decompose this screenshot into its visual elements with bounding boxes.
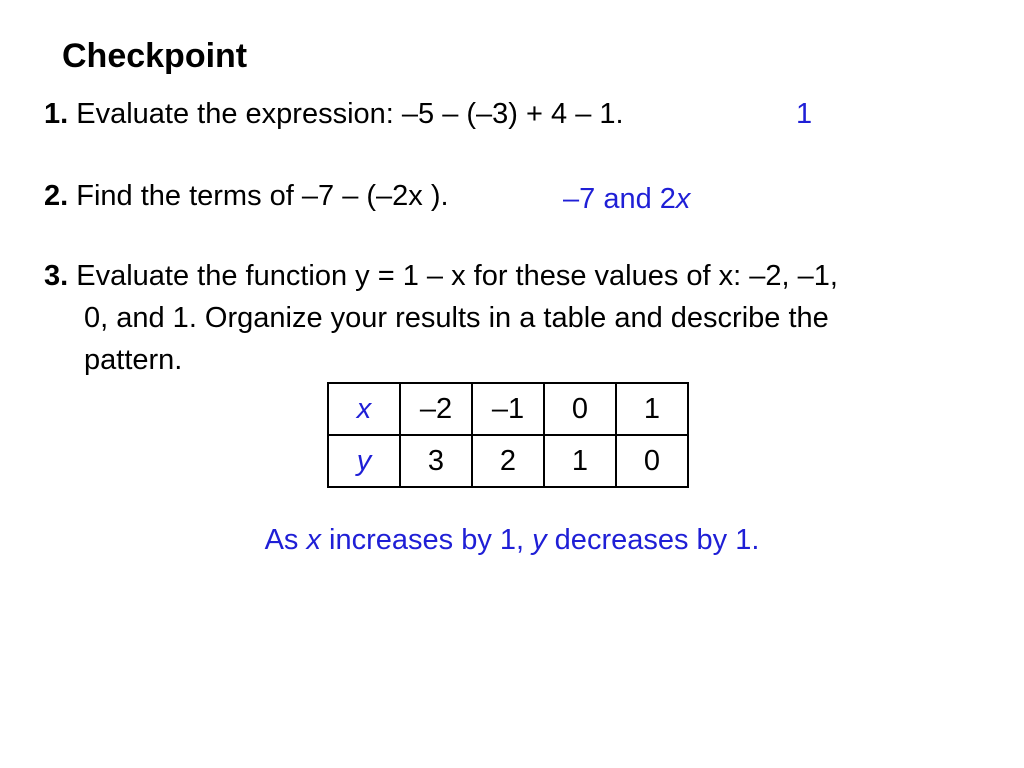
pattern-answer	[0, 520, 1024, 560]
answer-text: –7 and 2	[563, 183, 676, 215]
question-3	[44, 255, 838, 381]
question-number: 2.	[44, 180, 69, 212]
pattern-variable: x	[306, 524, 321, 556]
question-line	[44, 255, 838, 297]
table-cell: 0	[616, 435, 688, 487]
page-title: Checkpoint	[62, 37, 248, 75]
function-table	[327, 382, 689, 488]
table-cell: –2	[400, 383, 472, 435]
question-1	[44, 94, 624, 134]
question-text: Evaluate the expression: –5 – (–3) + 4 – 1.	[76, 98, 624, 130]
table-cell: 3	[400, 435, 472, 487]
answer-1: 1	[796, 98, 813, 130]
table-row-x	[328, 383, 688, 435]
question-number: 3.	[44, 260, 69, 292]
pattern-text: As	[264, 524, 307, 556]
pattern-text: decreases by 1.	[546, 524, 760, 556]
table-cell: 1	[616, 383, 688, 435]
table-cell: 0	[544, 383, 616, 435]
table-cell: 1	[544, 435, 616, 487]
pattern-variable: y	[532, 524, 547, 556]
question-line: pattern.	[84, 344, 183, 376]
question-text: Evaluate the function y = 1 – x for these values of x: –2, –1,	[76, 260, 838, 292]
table-cell: 2	[472, 435, 544, 487]
question-line: 0, and 1. Organize your results in a table and describe the	[84, 302, 829, 334]
answer-variable: x	[675, 183, 691, 215]
question-number: 1.	[44, 98, 69, 130]
pattern-text: increases by 1,	[320, 524, 533, 556]
table-row-y	[328, 435, 688, 487]
question-text: Find the terms of –7 – (–2x ).	[76, 180, 449, 212]
table-cell: –1	[472, 383, 544, 435]
answer-2	[563, 179, 690, 219]
row-header: x	[328, 383, 400, 435]
row-header: y	[328, 435, 400, 487]
question-2	[44, 176, 449, 216]
